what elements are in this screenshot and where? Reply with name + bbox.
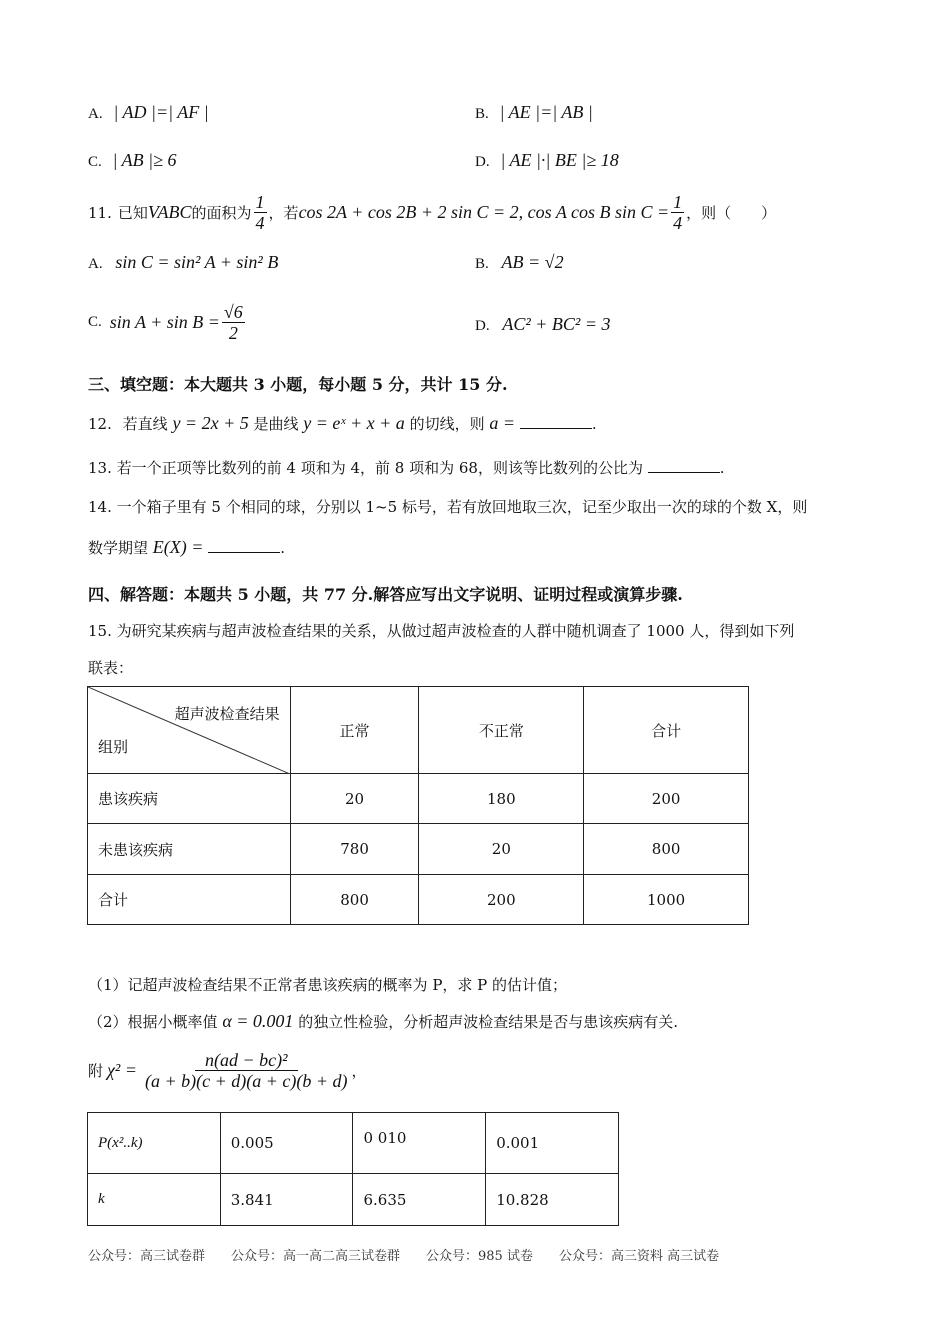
chi-square-formula: 附 χ² = $\frac{\text{n(ad − bc)²}}{(a + b)(c + d)(a + c)(b + d)}$ ， — [88, 1050, 367, 1091]
header-total: 合计 — [584, 687, 749, 774]
table-cell: 0.005 — [220, 1113, 353, 1174]
table-cell: 0 010 — [353, 1113, 486, 1174]
header-abnormal: 不正常 — [419, 687, 584, 774]
table-cell: 780 — [290, 824, 419, 875]
table-row — [88, 1113, 619, 1174]
table-row — [88, 774, 749, 824]
table-cell: 200 — [419, 875, 584, 925]
footer-text: 公众号：高三试卷群 公众号：高一高二高三试卷群 公众号：985 试卷 公众号：高三资料 高三试卷 — [88, 1249, 720, 1264]
corner-bottom-label: 组别 — [98, 738, 129, 756]
fraction-one-quarter: $\frac{1}{4}$ — [255, 192, 265, 233]
table-row — [88, 1174, 619, 1226]
section-4-title: 四、解答题：本题共 5 小题，共 77 分.解答应写出文字说明、证明过程或演算步骤. — [88, 585, 683, 604]
table-cell: 800 — [584, 824, 749, 875]
table-cell: 10.828 — [486, 1174, 619, 1226]
question-11: 11. 已知 VABC 的面积为 $\frac{1}{4}$ ，若 cos 2A + cos 2B + 2 sin C = 2, cos A cos B sin C = $\frac{1}{4}$ ，则（ ） — [88, 192, 777, 233]
question-15-part-1: （1）记超声波检查结果不正常者患该疾病的概率为 P，求 P 的估计值； — [88, 976, 568, 994]
diagonal-line — [88, 687, 290, 774]
question-15-line-1: 15. 为研究某疾病与超声波检查结果的关系，从做过超声波检查的人群中随机调查了 1000 人，得到如下列 — [88, 622, 795, 640]
q11-option-c: C. sin A + sin B = $\frac{√6}{2}$ — [88, 302, 243, 343]
table-cell: 0.001 — [486, 1113, 619, 1174]
corner-top-label: 超声波检查结果 — [174, 705, 280, 723]
header-normal: 正常 — [290, 687, 419, 774]
q11-option-b: B. AB = √2 — [475, 252, 564, 272]
answer-blank[interactable] — [648, 458, 720, 473]
q10-option-c: C. | AB |≥ 6 — [88, 150, 177, 170]
table-cell: 6.635 — [353, 1174, 486, 1226]
question-13: 13. 若一个正项等比数列的前 4 项和为 4，前 8 项和为 68，则该等比数列的公比为 . — [88, 459, 725, 477]
table-cell: 1000 — [584, 875, 749, 925]
table-cell: 3.841 — [220, 1174, 353, 1226]
section-3-title: 三、填空题：本大题共 3 小题，每小题 5 分，共计 15 分. — [88, 375, 508, 394]
table-cell: 20 — [290, 774, 419, 824]
answer-blank[interactable] — [208, 538, 280, 553]
table-row — [88, 824, 749, 875]
table-row — [88, 875, 749, 925]
row-label: 合计 — [88, 875, 291, 925]
q10-option-a: A. | AD |=| AF | — [88, 102, 209, 122]
question-14-line-2: 数学期望 E(X) = . — [88, 537, 285, 557]
table-corner-cell — [88, 687, 291, 774]
q11-option-a: A. sin C = sin² A + sin² B — [88, 252, 279, 272]
table-cell: 20 — [419, 824, 584, 875]
chi-square-fraction: $\frac{\text{n(ad − bc)²}}{(a + b)(c + d)(a + c)(b + d)}$ — [144, 1050, 348, 1091]
fraction-one-quarter: $\frac{1}{4}$ — [673, 192, 683, 233]
row-label: P(x²..k) — [88, 1113, 221, 1174]
question-15-part-2: （2）根据小概率值 α = 0.001 的独立性检验，分析超声波检查结果是否与患该疾病有关. — [88, 1011, 678, 1031]
q10-option-b: B. | AE |=| AB | — [475, 102, 593, 122]
row-label: k — [88, 1174, 221, 1226]
critical-value-table — [87, 1112, 619, 1226]
table-cell: 200 — [584, 774, 749, 824]
question-14-line-1: 14. 一个箱子里有 5 个相同的球，分别以 1~5 标号，若有放回地取三次，记至少取出一次的球的个数 X，则 — [88, 498, 808, 516]
fraction-root6-over-2: $\frac{√6}{2}$ — [223, 302, 243, 343]
answer-blank[interactable] — [520, 414, 592, 429]
table-cell: 800 — [290, 875, 419, 925]
question-15-line-2: 联表： — [88, 659, 134, 677]
q11-option-d: D. AC² + BC² = 3 — [475, 314, 611, 334]
row-label: 未患该疾病 — [88, 824, 291, 875]
q10-option-d: D. | AE |·| BE |≥ 18 — [475, 150, 619, 170]
table-cell: 180 — [419, 774, 584, 824]
row-label: 患该疾病 — [88, 774, 291, 824]
question-12: 12. 若直线 y = 2x + 5 是曲线 y = eˣ + x + a 的切线，则 a = . — [88, 413, 597, 433]
contingency-table — [87, 686, 749, 925]
